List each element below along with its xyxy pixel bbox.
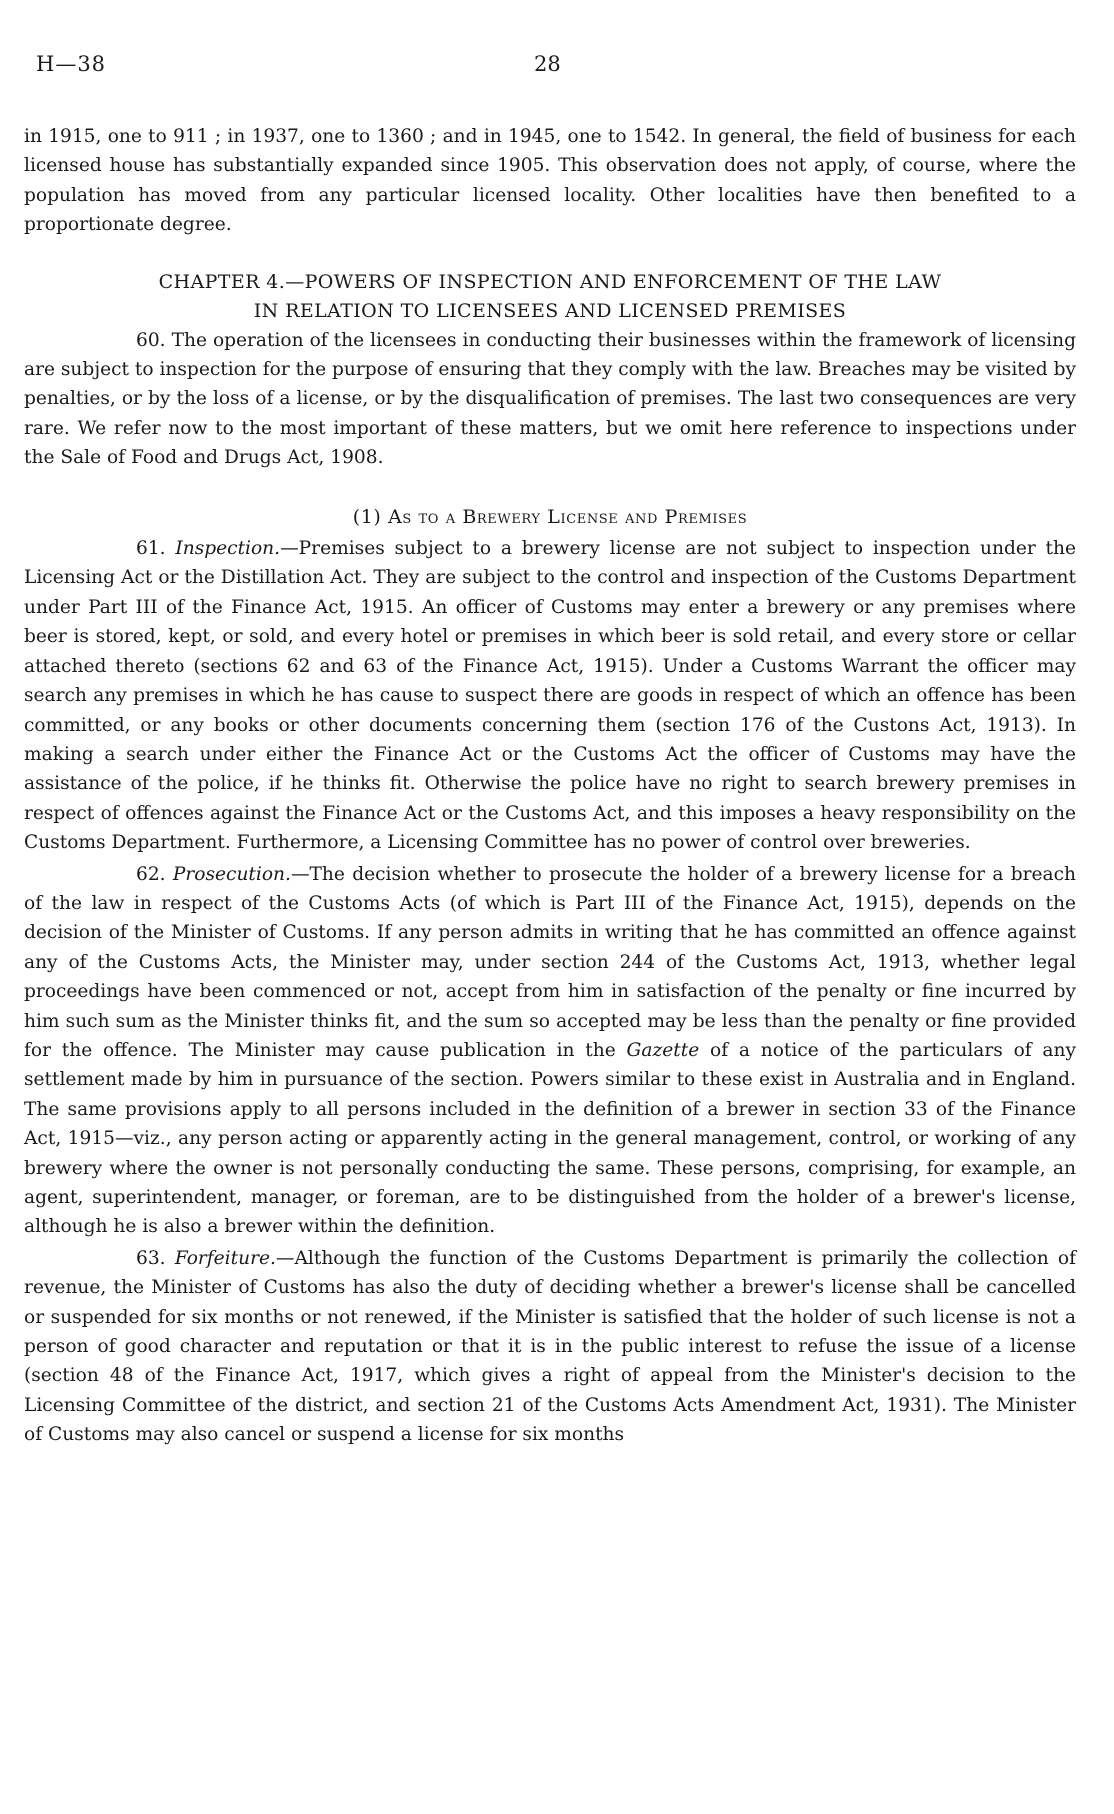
paragraph-62-text-b: of a notice of the particulars of any settlement made by him in pursuance of the section. Powers similar to these exist in Australia and in England. The same provisions apply to all persons included in the definition of a brewer in section 33 of the Finance Act, 1915—viz., any person acting or apparently acting in the general management, control, or working of any brewery where the owner is not personally conducting the same. These persons, comprising, for example, an agent, superintendent, manager, or foreman, are to be distinguished from the holder of a brewer's license, although he is also a brewer within the definition. bbox=[24, 1039, 1076, 1238]
body-text bbox=[24, 122, 1076, 1450]
document-reference: H—38 bbox=[36, 52, 107, 76]
paragraph-61-number: 61. bbox=[136, 538, 166, 560]
paragraph-61-text: —Premises subject to a brewery license are not subject to inspection under the Licensing Act or the Distillation Act. They are subject to the control and inspection of the Customs Department under Part III of the Finance Act, 1915. An officer of Customs may enter a brewery or any premises where beer is stored, kept, or sold, and every hotel or premises in which beer is sold retail, and every store or cellar attached thereto (sections 62 and 63 of the Finance Act, 1915). Under a Customs Warrant the officer may search any premises in which he has cause to suspect there are goods in respect of which an offence has been committed, or any books or other documents concerning them (section 176 of the Custons Act, 1913). In making a search under either the Finance Act or the Customs Act the officer of Customs may have the assistance of the police, if he thinks fit. Otherwise the police have no right to search brewery premises in respect of offences against the Finance Act or the Customs Act, and this imposes a heavy responsibility on the Customs Department. Furthermore, a Licensing Committee has no power of control over breweries. bbox=[24, 538, 1077, 854]
gazette-reference: Gazette bbox=[626, 1039, 700, 1061]
intro-paragraph: in 1915, one to 911 ; in 1937, one to 1360 ; and in 1945, one to 1542. In general, the field of business for each licensed house has substantially expanded since 1905. This observation does not apply, of course, where the population has moved from any particular licensed locality. Other localities have then benefited to a proportionate degree. bbox=[24, 126, 1076, 236]
chapter-heading-line-2: IN RELATION TO LICENSEES AND LICENSED PREMISES bbox=[253, 299, 847, 322]
paragraph-62-text-a: —The decision whether to prosecute the holder of a brewery license for a breach of the law in respect of the Customs Acts (of which is Part III of the Finance Act, 1915), depends on the decision of the Minister of Customs. If any person admits in writing that he has committed an offence against any of the Customs Acts, the Minister may, under section 244 of the Customs Act, 1913, whether legal proceedings have been commenced or not, accept from him in satisfaction of the penalty or fine incurred by him such sum as the Minister thinks fit, and the sum so accepted may be less than the penalty or fine provided for the offence. The Minister may cause publication in the bbox=[24, 863, 1077, 1061]
paragraph-63-text: —Although the function of the Customs Department is primarily the collection of revenue, the Minister of Customs has also the duty of deciding whether a brewer's license shall be cancelled or suspended for six months or not renewed, if the Minister is satisfied that the holder of such license is not a person of good character and reputation or that it is in the public interest to refuse the issue of a license (section 48 of the Finance Act, 1917, which gives a right of appeal from the Minister's decision to the Licensing Committee of the district, and section 21 of the Customs Acts Amendment Act, 1931). The Minister of Customs may also cancel or suspend a license for six months bbox=[24, 1247, 1076, 1446]
subsection-heading: (1) As to a Brewery License and Premises bbox=[352, 505, 748, 528]
paragraph-61-heading: Inspection. bbox=[175, 538, 281, 560]
paragraph-63-heading: Forfeiture. bbox=[174, 1247, 276, 1269]
chapter-heading bbox=[24, 268, 1076, 326]
paragraph-62-heading: Prosecution. bbox=[172, 863, 291, 885]
paragraph-60: 60. The operation of the licensees in conducting their businesses within the framework of licensing are subject to inspection for the purpose of ensuring that they comply with the law. Breaches may be visited by penalties, or by the loss of a license, or by the disqualification of premises. The last two consequences are very rare. We refer now to the most important of these matters, but we omit here reference to inspections under the Sale of Food and Drugs Act, 1908. bbox=[24, 329, 1076, 469]
paragraph-62 bbox=[24, 860, 1076, 1242]
page-number: 28 bbox=[534, 52, 561, 76]
paragraph-63-number: 63. bbox=[136, 1247, 166, 1269]
paragraph-63 bbox=[24, 1244, 1076, 1450]
paragraph-61 bbox=[24, 534, 1076, 857]
chapter-heading-line-1: CHAPTER 4.—POWERS OF INSPECTION AND ENFORCEMENT OF THE LAW bbox=[158, 270, 942, 293]
paragraph-62-number: 62. bbox=[136, 863, 166, 885]
